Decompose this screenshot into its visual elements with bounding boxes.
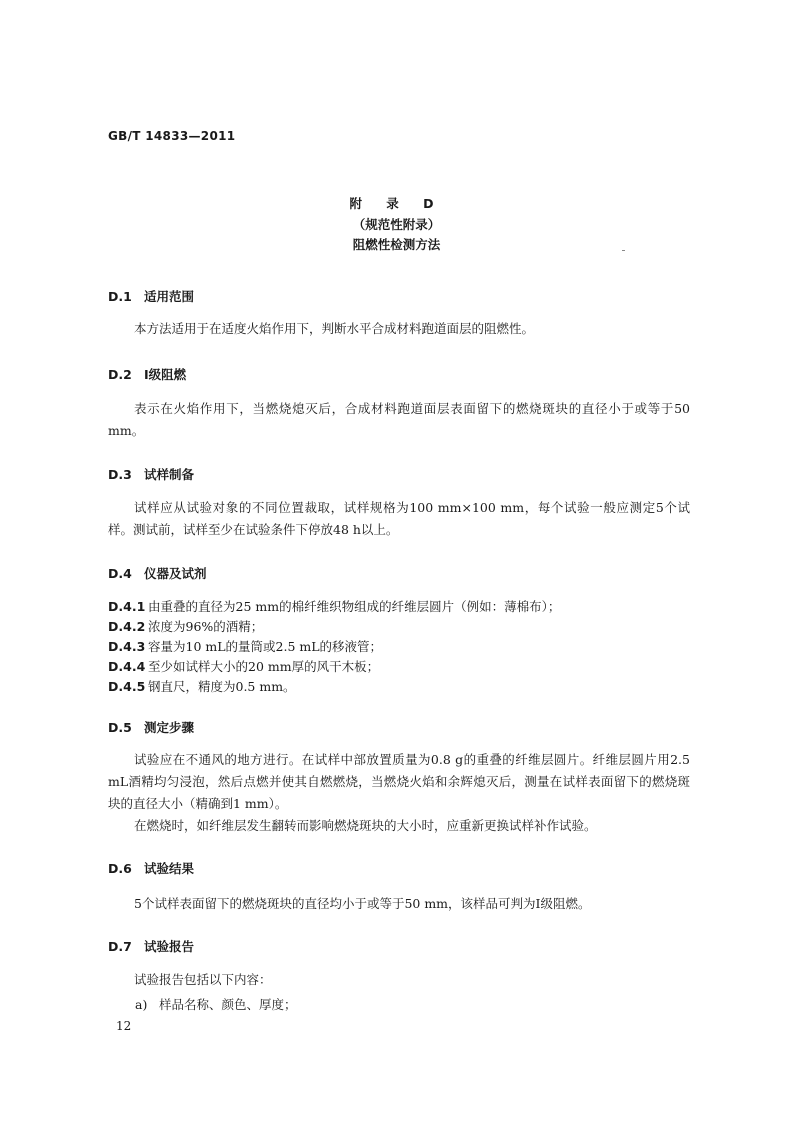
item-text: 钢直尺，精度为0.5 mm。 (148, 679, 296, 694)
section-heading-d5 (108, 718, 194, 736)
section-heading-d1 (108, 287, 194, 305)
section-number: D.3 (108, 467, 132, 482)
standard-code: GB/T 14833—2011 (108, 129, 236, 143)
section-title: 适用范围 (144, 289, 195, 304)
item-number: D.4.1 (108, 599, 146, 614)
section-title: 试验报告 (144, 939, 195, 954)
paragraph-d6: 5个试样表面留下的燃烧斑块的直径均小于或等于50 mm，该样品可判为Ⅰ级阻燃。 (134, 896, 591, 911)
item-text: 至少如试样大小的20 mm厚的风干木板； (148, 659, 380, 674)
paragraph-d1: 本方法适用于在适度火焰作用下，判断水平合成材料跑道面层的阻燃性。 (134, 321, 535, 336)
section-heading-d7 (108, 937, 194, 955)
paragraph-d5-1: 试验应在不通风的地方进行。在试样中部放置质量为0.8 g的重叠的纤维层圆片。纤维层圆片用2.5 mL酒精均匀浸泡，然后点燃并使其自燃燃烧，当燃烧火焰和余辉熄灭后，测量在试样表面留下的燃烧斑块的直径大小（精确到1 mm）。 (108, 752, 690, 811)
section-title: 测定步骤 (144, 720, 195, 735)
list-text: 样品名称、颜色、厚度； (159, 997, 297, 1012)
paragraph-d7: 试验报告包括以下内容： (134, 972, 272, 987)
list-item-d44 (108, 657, 690, 677)
paragraph-d5-2: 在燃烧时，如纤维层发生翻转而影响燃烧斑块的大小时，应重新更换试样补作试验。 (134, 818, 597, 833)
item-text: 容量为10 mL的量筒或2.5 mL的移液管； (148, 639, 383, 654)
section-number: D.4 (108, 566, 132, 581)
section-heading-d3 (108, 465, 194, 483)
scan-mark (622, 250, 625, 251)
section-number: D.2 (108, 367, 132, 382)
item-text: 由重叠的直径为25 mm的棉纤维织物组成的纤维层圆片（例如：薄棉布）； (148, 599, 561, 614)
section-title: 试验结果 (144, 861, 195, 876)
list-item-d42 (108, 617, 690, 637)
list-item-d41 (108, 597, 690, 617)
annex-type: （规范性附录） (352, 217, 441, 232)
item-number: D.4.2 (108, 619, 146, 634)
annex-title: 附 录 D (349, 196, 444, 211)
paragraph-d3: 试样应从试验对象的不同位置裁取，试样规格为100 mm×100 mm，每个试验一般应测定5个试样。测试前，试样至少在试验条件下停放48 h以上。 (108, 500, 690, 537)
paragraph-d2: 表示在火焰作用下，当燃烧熄灭后，合成材料跑道面层表面留下的燃烧斑块的直径小于或等于50 mm。 (108, 401, 690, 438)
section-number: D.6 (108, 861, 132, 876)
item-text: 浓度为96%的酒精； (148, 619, 264, 634)
section-heading-d4 (108, 564, 207, 582)
item-number: D.4.3 (108, 639, 146, 654)
section-number: D.1 (108, 289, 132, 304)
list-label: a) (135, 997, 148, 1012)
section-heading-d6 (108, 859, 194, 877)
list-item-a (135, 995, 297, 1013)
section-title: 试样制备 (144, 467, 195, 482)
section-title: 仪器及试剂 (144, 566, 207, 581)
item-number: D.4.4 (108, 659, 146, 674)
list-item-d43 (108, 637, 690, 657)
page-number: 12 (116, 1019, 132, 1033)
section-number: D.7 (108, 939, 132, 954)
section-title: Ⅰ级阻燃 (144, 367, 187, 382)
section-number: D.5 (108, 720, 132, 735)
list-item-d45 (108, 677, 690, 697)
item-number: D.4.5 (108, 679, 146, 694)
annex-name: 阻燃性检测方法 (352, 237, 441, 252)
section-heading-d2 (108, 365, 186, 383)
